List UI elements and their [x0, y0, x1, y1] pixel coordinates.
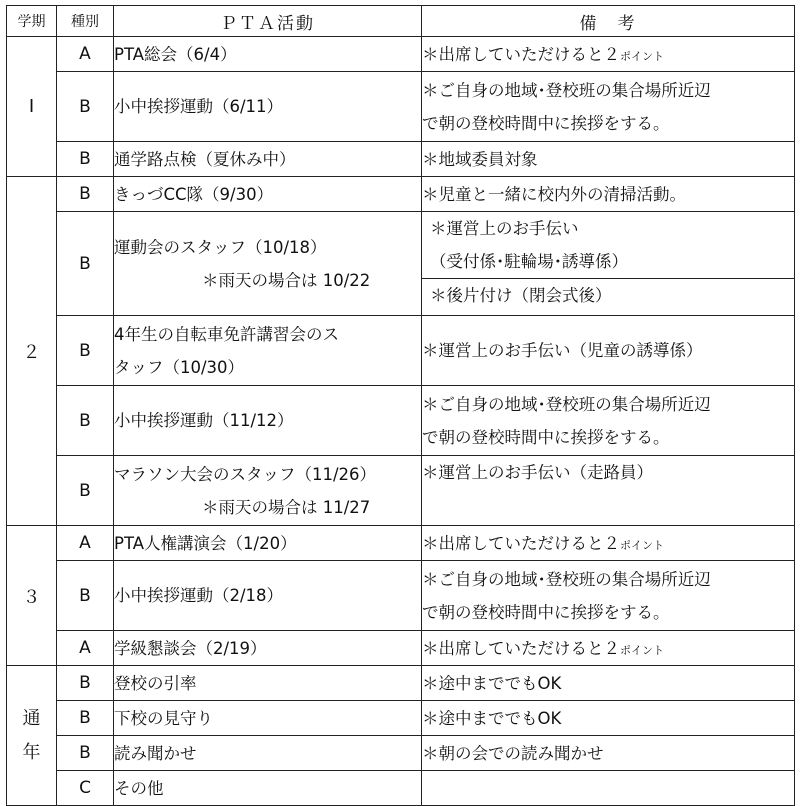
activity-text: ＊雨天の場合は 10/22	[202, 270, 371, 290]
table-row	[7, 736, 795, 771]
note-cell	[422, 212, 795, 316]
note-cell	[422, 526, 795, 561]
activity-text: 学級懇談会（2/19）	[114, 638, 267, 658]
kind-cell: B	[57, 736, 114, 771]
activity-text: PTA総会（6/4）	[114, 44, 237, 64]
kind-cell: B	[57, 142, 114, 177]
note-text: ＊児童と一緒に校内外の清掃活動。	[422, 184, 686, 204]
kind-cell: B	[57, 456, 114, 526]
table-row	[7, 37, 795, 72]
note-part	[422, 278, 794, 312]
activity-text: 登校の引率	[114, 673, 197, 693]
activity-cell	[114, 142, 422, 177]
note-text: ＊ご自身の地域･登校班の集合場所近辺	[422, 394, 711, 414]
activity-text: 下校の見守り	[114, 708, 213, 728]
note-cell	[422, 177, 795, 212]
note-cell	[422, 631, 795, 666]
table-row	[7, 456, 795, 526]
activity-cell	[114, 561, 422, 631]
point-label: ポイント	[620, 643, 664, 657]
note-text: ＊出席していただけると２ポイント	[422, 44, 664, 64]
note-cell	[422, 456, 795, 526]
note-text: で朝の登校時間中に挨拶をする。	[422, 427, 670, 447]
table-row	[7, 212, 795, 316]
activity-cell	[114, 72, 422, 142]
table-row	[7, 72, 795, 142]
activity-cell	[114, 37, 422, 72]
kind-cell: B	[57, 212, 114, 316]
header-kind: 種別	[57, 6, 114, 37]
point-label: ポイント	[620, 538, 664, 552]
note-text: ＊運営上のお手伝い（児童の誘導係）	[422, 341, 703, 360]
note-text: ＊ご自身の地域･登校班の集合場所近辺	[422, 569, 711, 589]
note-text: ＊ご自身の地域･登校班の集合場所近辺	[422, 80, 711, 100]
activity-cell	[114, 701, 422, 736]
activity-text: 小中挨拶運動（2/18）	[114, 586, 284, 605]
note-cell	[422, 736, 795, 771]
note-text: ＊地域委員対象	[422, 149, 538, 169]
table-row	[7, 386, 795, 456]
note-cell-empty	[422, 771, 795, 806]
activity-cell	[114, 736, 422, 771]
note-text: ＊途中まででもOK	[422, 673, 562, 693]
kind-cell: B	[57, 177, 114, 212]
note-part	[422, 212, 794, 278]
table-row	[7, 526, 795, 561]
point-label: ポイント	[620, 49, 664, 63]
table-row	[7, 771, 795, 806]
term-cell: ２	[7, 177, 57, 526]
activity-text: 運動会のスタッフ（10/18）	[114, 237, 327, 257]
header-notes: 備 考	[422, 6, 795, 37]
note-text: ＊朝の会での読み聞かせ	[422, 743, 604, 763]
note-cell	[422, 37, 795, 72]
kind-cell: B	[57, 561, 114, 631]
note-text: ＊運営上のお手伝い（走路員）	[422, 463, 653, 482]
note-text: （受付係･駐輪場･誘導係）	[430, 252, 628, 271]
note-text: ＊後片付け（閉会式後）	[430, 286, 612, 305]
note-text: ＊途中まででもOK	[422, 708, 562, 728]
activity-text: 4年生の自転車免許講習会のス	[114, 324, 339, 344]
activity-cell	[114, 631, 422, 666]
kind-cell: C	[57, 771, 114, 806]
pta-activity-table	[6, 5, 795, 806]
kind-cell: A	[57, 526, 114, 561]
note-cell	[422, 386, 795, 456]
term-cell: Ⅰ	[7, 37, 57, 177]
kind-cell: A	[57, 631, 114, 666]
note-text: で朝の登校時間中に挨拶をする。	[422, 113, 670, 133]
note-text: で朝の登校時間中に挨拶をする。	[422, 602, 670, 622]
activity-cell	[114, 316, 422, 386]
kind-cell: B	[57, 666, 114, 701]
header-activity: ＰＴＡ活動	[114, 6, 422, 37]
activity-cell	[114, 526, 422, 561]
kind-cell: A	[57, 37, 114, 72]
table-row	[7, 666, 795, 701]
activity-text: 小中挨拶運動（6/11）	[114, 97, 284, 116]
activity-text: 通学路点検（夏休み中）	[114, 149, 296, 169]
activity-cell	[114, 771, 422, 806]
note-cell	[422, 72, 795, 142]
table-row	[7, 316, 795, 386]
activity-text: 小中挨拶運動（11/12）	[114, 411, 294, 430]
table-row	[7, 561, 795, 631]
kind-cell: B	[57, 72, 114, 142]
table-row	[7, 631, 795, 666]
note-cell	[422, 666, 795, 701]
table-row	[7, 142, 795, 177]
note-text: ＊出席していただけると２ポイント	[422, 533, 664, 553]
header-row	[7, 6, 795, 37]
note-text: ＊出席していただけると２ポイント	[422, 638, 664, 658]
table-row	[7, 701, 795, 736]
activity-text: その他	[114, 778, 164, 798]
note-cell	[422, 561, 795, 631]
activity-text: 読み聞かせ	[114, 743, 197, 763]
table-row	[7, 177, 795, 212]
kind-cell: B	[57, 701, 114, 736]
note-text: ＊運営上のお手伝い	[430, 219, 579, 238]
header-term: 学期	[7, 6, 57, 37]
kind-cell: B	[57, 386, 114, 456]
activity-text: きっづCC隊（9/30）	[114, 184, 274, 204]
term-cell: ３	[7, 526, 57, 666]
activity-text: ＊雨天の場合は 11/27	[202, 497, 371, 517]
note-cell	[422, 142, 795, 177]
activity-cell	[114, 666, 422, 701]
activity-cell	[114, 177, 422, 212]
note-cell	[422, 701, 795, 736]
activity-cell	[114, 212, 422, 316]
activity-cell	[114, 456, 422, 526]
activity-text: PTA人権講演会（1/20）	[114, 533, 297, 553]
term-cell-all-year: 通 年	[7, 666, 57, 806]
activity-text: マラソン大会のスタッフ（11/26）	[114, 464, 377, 484]
activity-cell	[114, 386, 422, 456]
activity-text: タッフ（10/30）	[114, 357, 245, 377]
note-cell	[422, 316, 795, 386]
kind-cell: B	[57, 316, 114, 386]
